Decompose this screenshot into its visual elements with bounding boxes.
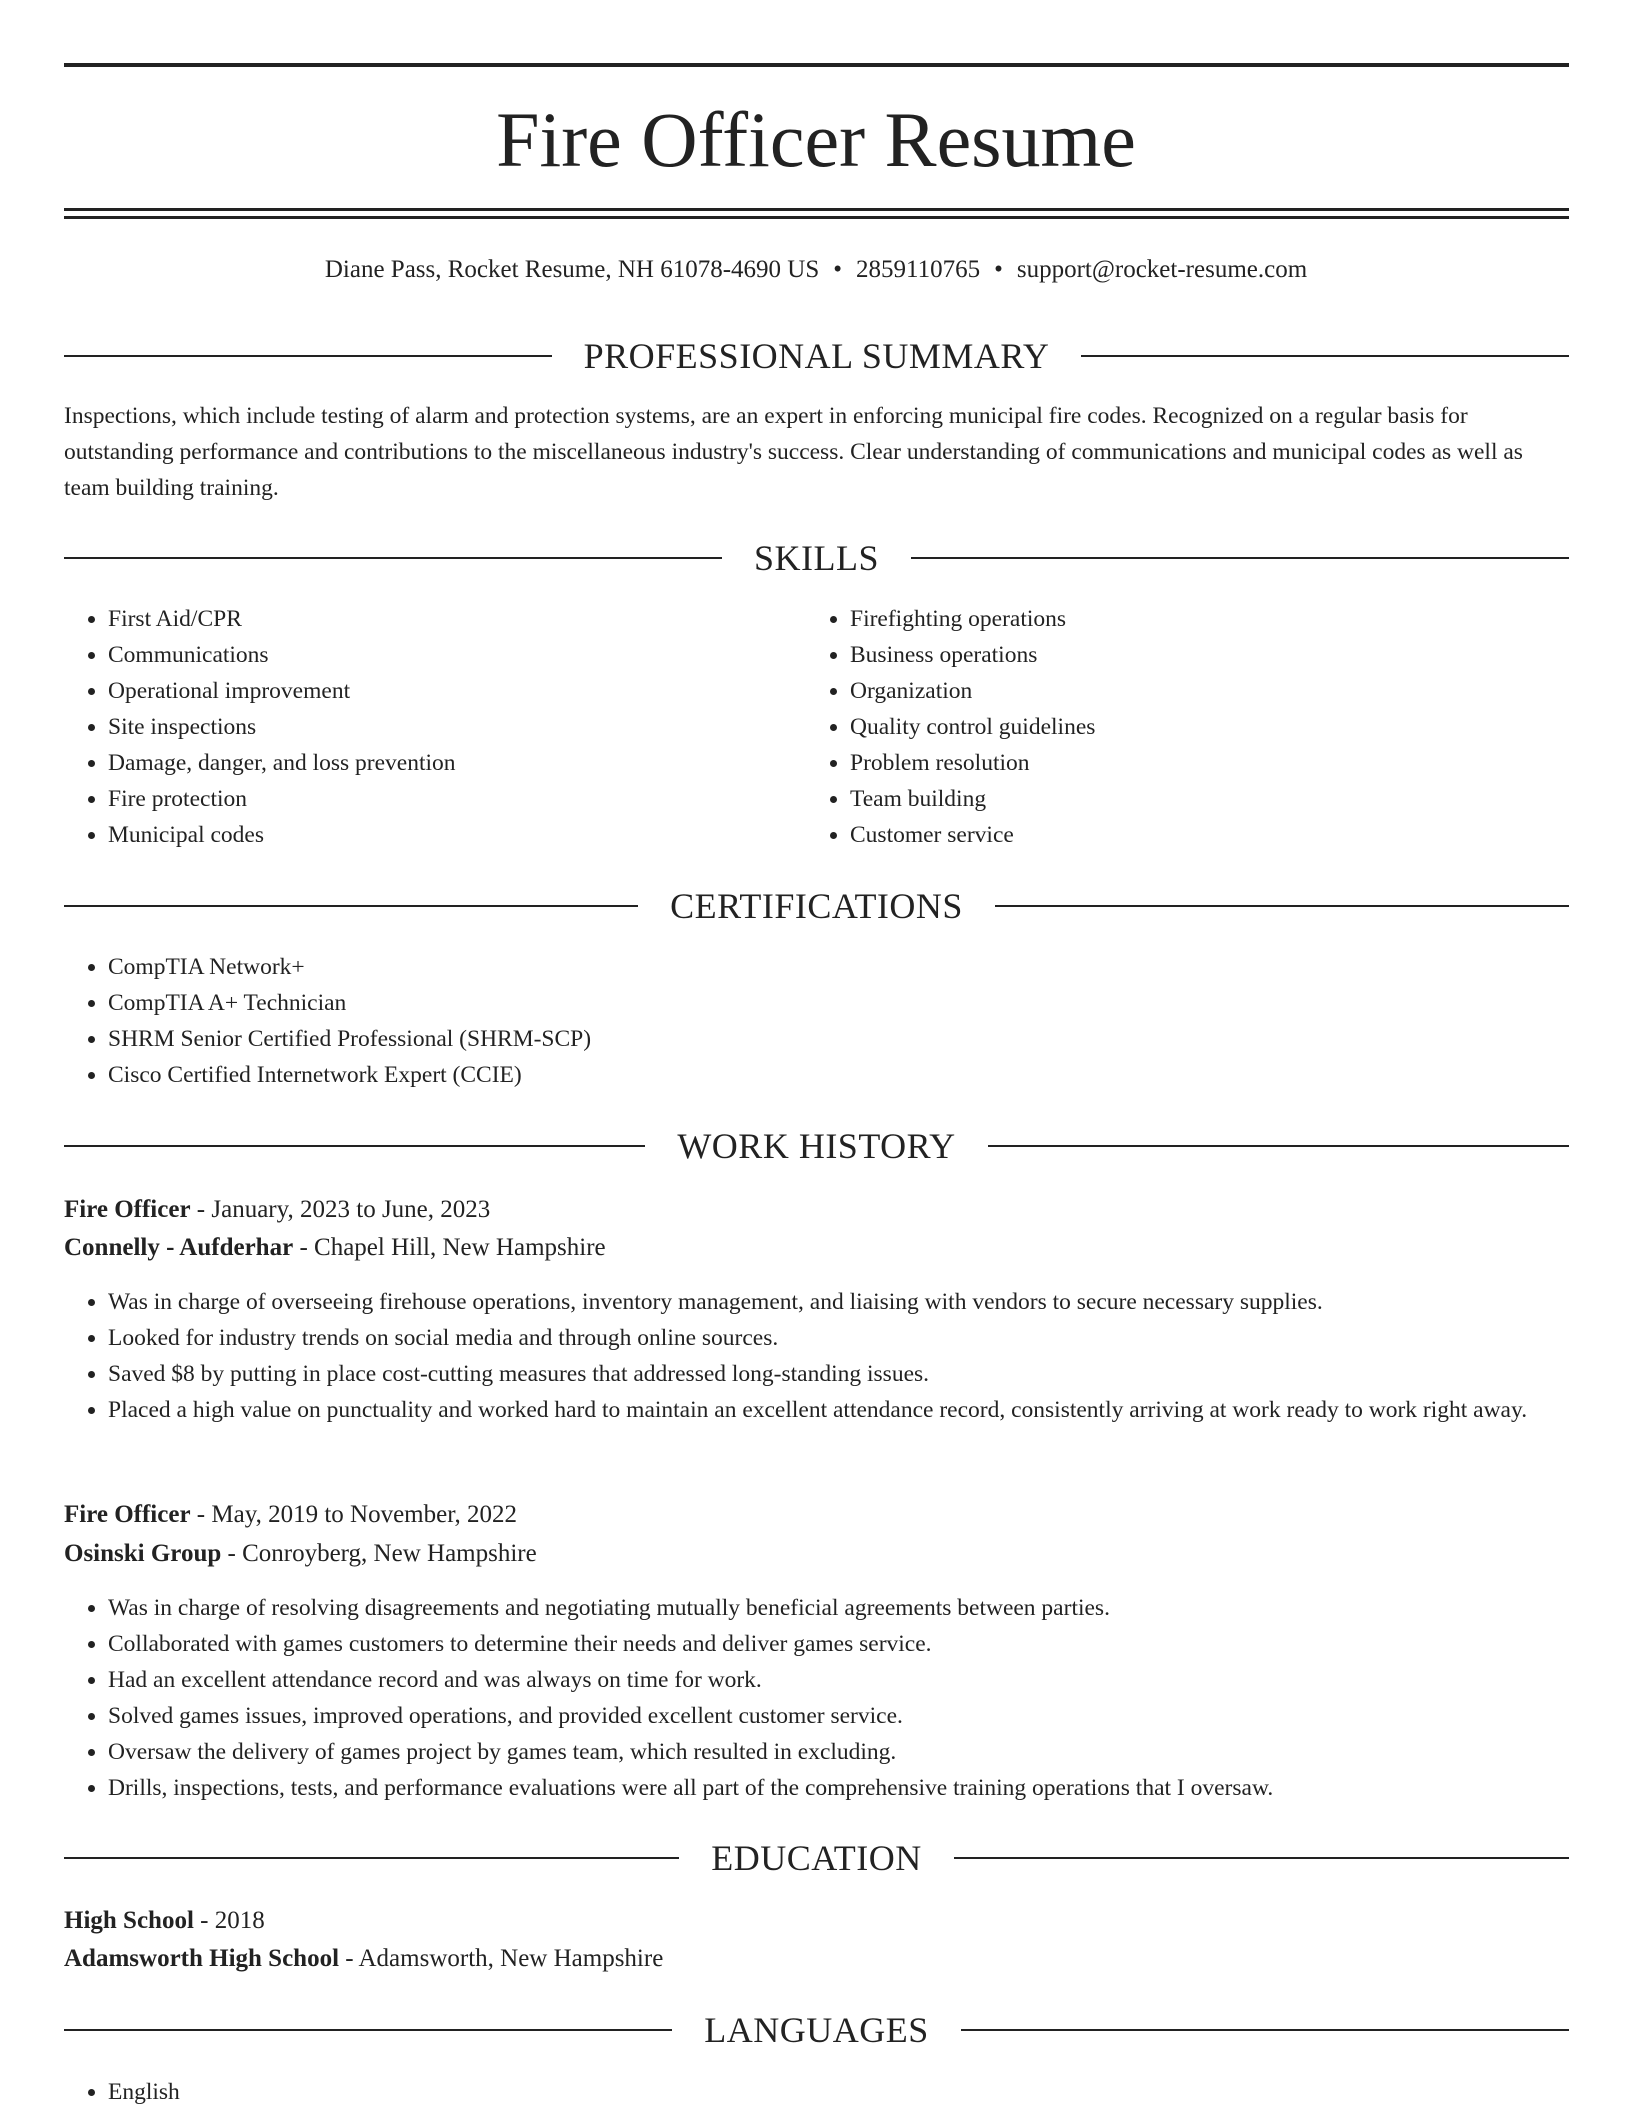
certification-item: • CompTIA Network+: [108, 949, 1568, 985]
job-bullet: • Oversaw the delivery of games project by games team, which resulted in excluding.: [108, 1734, 1613, 1770]
job-bullet: • Collaborated with games customers to determine their needs and deliver games service.: [108, 1626, 1613, 1662]
contact-separator: •: [833, 256, 843, 283]
skills-list-right: [806, 601, 1550, 853]
skill-item: • Firefighting operations: [850, 601, 1550, 637]
job-bullets: [64, 1284, 1613, 1428]
skill-item: • Quality control guidelines: [850, 709, 1550, 745]
section-heading-education: [64, 1836, 1569, 1880]
education-degree: High School: [64, 1907, 194, 1934]
job-location: - Chapel Hill, New Hampshire: [299, 1234, 606, 1261]
job-company: Connelly - Aufderhar: [64, 1234, 294, 1261]
job-dates: - January, 2023 to June, 2023: [196, 1196, 491, 1223]
contact-address: Diane Pass, Rocket Resume, NH 61078-4690 US: [324, 256, 820, 283]
certification-item: • CompTIA A+ Technician: [108, 985, 1568, 1021]
certifications-list: [64, 949, 1568, 1093]
skill-item: • Municipal codes: [108, 817, 808, 853]
contact-email: support@rocket-resume.com: [1016, 256, 1308, 283]
job-location: - Conroyberg, New Hampshire: [227, 1540, 537, 1567]
skill-item: • Organization: [850, 673, 1550, 709]
skill-item: • First Aid/CPR: [108, 601, 808, 637]
education-degree-line: [64, 1903, 1569, 1939]
section-title: CERTIFICATIONS: [670, 886, 963, 926]
job-bullet: • Saved $8 by putting in place cost-cutting measures that addressed long-standing issues.: [108, 1356, 1613, 1392]
education-location: - Adamsworth, New Hampshire: [345, 1945, 664, 1972]
job-company-line: [64, 1230, 1569, 1266]
job-company: Osinski Group: [64, 1540, 222, 1567]
skill-item: • Customer service: [850, 817, 1550, 853]
skill-item: • Operational improvement: [108, 673, 808, 709]
section-heading-languages: [64, 2008, 1569, 2052]
skill-item: • Communications: [108, 637, 808, 673]
job-bullets: [64, 1590, 1613, 1806]
job-bullet: • Was in charge of resolving disagreements and negotiating mutually beneficial agreements between parties.: [108, 1590, 1613, 1626]
section-title: EDUCATION: [711, 1838, 922, 1878]
skill-item: • Business operations: [850, 637, 1550, 673]
job-title-line: [64, 1192, 1569, 1228]
education-year: - 2018: [200, 1907, 265, 1934]
section-title: WORK HISTORY: [677, 1126, 956, 1166]
skill-item: • Damage, danger, and loss prevention: [108, 745, 808, 781]
top-rule: [64, 63, 1569, 67]
skill-item: • Team building: [850, 781, 1550, 817]
skill-item: • Site inspections: [108, 709, 808, 745]
job-bullet: • Placed a high value on punctuality and worked hard to maintain an excellent attendance record, consistently arriving at work ready to work right away.: [108, 1392, 1613, 1428]
contact-phone: 2859110765: [856, 256, 981, 283]
certification-item: • SHRM Senior Certified Professional (SHRM-SCP): [108, 1021, 1568, 1057]
page-title: Fire Officer Resume: [496, 96, 1136, 183]
section-title: LANGUAGES: [704, 2010, 929, 2050]
contact-line: [0, 254, 1632, 286]
languages-list: [64, 2074, 808, 2110]
education-school: Adamsworth High School: [64, 1945, 340, 1972]
skills-list-left: [64, 601, 808, 853]
language-item: • English: [108, 2074, 808, 2110]
skill-item: • Problem resolution: [850, 745, 1550, 781]
job-company-line: [64, 1536, 1569, 1572]
education-school-line: [64, 1941, 1569, 1977]
job-dates: - May, 2019 to November, 2022: [196, 1501, 518, 1528]
job-bullet: • Had an excellent attendance record and was always on time for work.: [108, 1662, 1613, 1698]
summary-text: Inspections, which include testing of alarm and protection systems, are an expert in enforcing municipal fire codes. Recognized on a regular basis for outstanding performance and contributions to the miscellaneous industry's success. Clear understanding of communications and municipal codes as well as team building training.: [64, 403, 1523, 501]
section-title: SKILLS: [754, 538, 880, 578]
title-rule-lower: [64, 216, 1569, 219]
contact-separator: •: [994, 256, 1003, 283]
section-heading-skills: [64, 536, 1569, 580]
title-rule-upper: [64, 208, 1569, 211]
job-bullet: • Solved games issues, improved operations, and provided excellent customer service.: [108, 1698, 1613, 1734]
section-title: PROFESSIONAL SUMMARY: [583, 336, 1050, 376]
job-title: Fire Officer: [64, 1501, 191, 1528]
section-heading-certifications: [64, 884, 1569, 928]
job-bullet: • Drills, inspections, tests, and performance evaluations were all part of the comprehensive training operations that I oversaw.: [108, 1770, 1613, 1806]
job-title: Fire Officer: [64, 1196, 191, 1223]
job-title-line: [64, 1497, 1569, 1533]
section-heading-summary: [64, 334, 1569, 378]
job-bullet: • Looked for industry trends on social media and through online sources.: [108, 1320, 1613, 1356]
section-heading-work: [64, 1124, 1569, 1168]
certification-item: • Cisco Certified Internetwork Expert (CCIE): [108, 1057, 1568, 1093]
job-bullet: • Was in charge of overseeing firehouse operations, inventory management, and liaising with vendors to secure necessary supplies.: [108, 1284, 1613, 1320]
skill-item: • Fire protection: [108, 781, 808, 817]
